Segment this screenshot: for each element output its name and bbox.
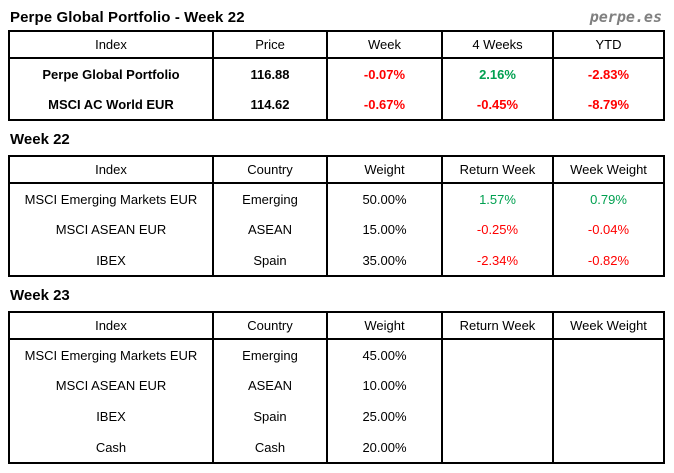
table-row	[9, 370, 664, 401]
index-name: Perpe Global Portfolio	[9, 58, 213, 89]
week22-col-week-weight: Week Weight	[553, 156, 664, 183]
week22-heading: Week 22	[10, 131, 70, 148]
week22-header-row	[9, 156, 664, 183]
country-value: Spain	[213, 245, 327, 276]
index-name: IBEX	[9, 245, 213, 276]
week-weight-value: -0.82%	[553, 245, 664, 276]
week22-col-index: Index	[9, 156, 213, 183]
return-week-value	[442, 370, 553, 401]
week23-heading: Week 23	[10, 287, 70, 304]
summary-col-price: Price	[213, 31, 327, 58]
summary-header-row	[9, 31, 664, 58]
week23-col-index: Index	[9, 312, 213, 339]
4weeks-return-value: -0.45%	[442, 89, 553, 120]
week-weight-value	[553, 339, 664, 370]
week23-allocation-table	[8, 311, 665, 464]
return-week-value	[442, 432, 553, 463]
index-name: MSCI Emerging Markets EUR	[9, 339, 213, 370]
index-name: MSCI ASEAN EUR	[9, 370, 213, 401]
country-value: Emerging	[213, 183, 327, 214]
week23-col-country: Country	[213, 312, 327, 339]
index-name: MSCI Emerging Markets EUR	[9, 183, 213, 214]
week23-col-week-weight: Week Weight	[553, 312, 664, 339]
portfolio-summary-table	[8, 30, 665, 121]
ytd-return-value: -8.79%	[553, 89, 664, 120]
summary-col-index: Index	[9, 31, 213, 58]
table-row	[9, 245, 664, 276]
weight-value: 10.00%	[327, 370, 442, 401]
ytd-return-value: -2.83%	[553, 58, 664, 89]
return-week-value: -0.25%	[442, 214, 553, 245]
page-title: Perpe Global Portfolio - Week 22	[10, 9, 245, 26]
week22-col-weight: Weight	[327, 156, 442, 183]
price-value: 116.88	[213, 58, 327, 89]
country-value: Spain	[213, 401, 327, 432]
week22-allocation-table	[8, 155, 665, 277]
index-name: MSCI ASEAN EUR	[9, 214, 213, 245]
weight-value: 50.00%	[327, 183, 442, 214]
report-header	[8, 6, 664, 28]
summary-col-4weeks: 4 Weeks	[442, 31, 553, 58]
week-return-value: -0.67%	[327, 89, 442, 120]
weight-value: 25.00%	[327, 401, 442, 432]
week-weight-value: 0.79%	[553, 183, 664, 214]
summary-col-week: Week	[327, 31, 442, 58]
table-row	[9, 89, 664, 120]
index-name: Cash	[9, 432, 213, 463]
return-week-value	[442, 401, 553, 432]
week-return-value: -0.07%	[327, 58, 442, 89]
table-row	[9, 214, 664, 245]
week23-header-row	[9, 312, 664, 339]
week22-col-return-week: Return Week	[442, 156, 553, 183]
week22-col-country: Country	[213, 156, 327, 183]
week-weight-value: -0.04%	[553, 214, 664, 245]
table-row	[9, 183, 664, 214]
summary-col-ytd: YTD	[553, 31, 664, 58]
week-weight-value	[553, 370, 664, 401]
price-value: 114.62	[213, 89, 327, 120]
week-weight-value	[553, 432, 664, 463]
brand-logo-text: perpe.es	[589, 8, 662, 26]
index-name: IBEX	[9, 401, 213, 432]
country-value: Cash	[213, 432, 327, 463]
return-week-value: -2.34%	[442, 245, 553, 276]
week-weight-value	[553, 401, 664, 432]
weight-value: 15.00%	[327, 214, 442, 245]
weight-value: 35.00%	[327, 245, 442, 276]
country-value: Emerging	[213, 339, 327, 370]
country-value: ASEAN	[213, 370, 327, 401]
weight-value: 45.00%	[327, 339, 442, 370]
4weeks-return-value: 2.16%	[442, 58, 553, 89]
weight-value: 20.00%	[327, 432, 442, 463]
table-row	[9, 58, 664, 89]
return-week-value	[442, 339, 553, 370]
index-name: MSCI AC World EUR	[9, 89, 213, 120]
table-row	[9, 401, 664, 432]
week23-col-weight: Weight	[327, 312, 442, 339]
table-row	[9, 432, 664, 463]
week23-col-return-week: Return Week	[442, 312, 553, 339]
country-value: ASEAN	[213, 214, 327, 245]
return-week-value: 1.57%	[442, 183, 553, 214]
table-row	[9, 339, 664, 370]
